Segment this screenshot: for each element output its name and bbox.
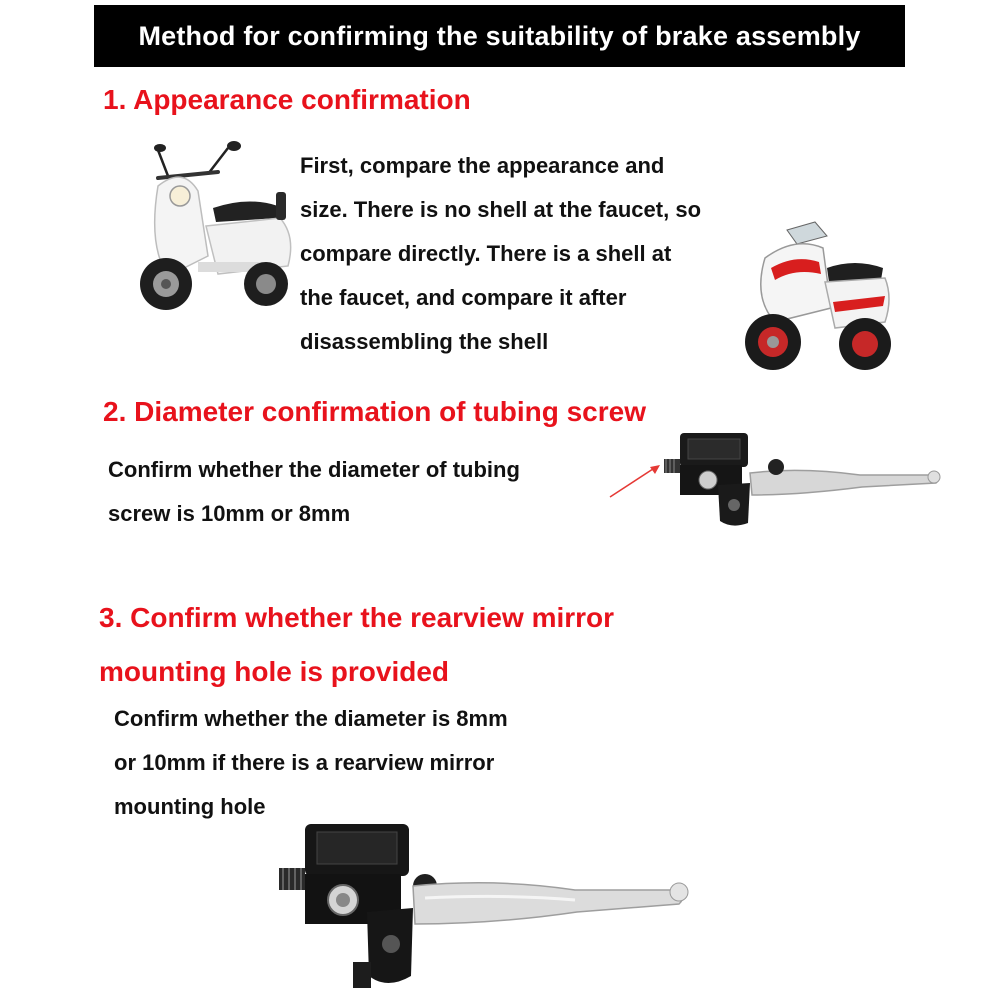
section2-description	[108, 448, 520, 536]
section1-heading: 1. Appearance confirmation	[103, 84, 471, 115]
section2-heading: 2. Diameter confirmation of tubing screw	[103, 396, 646, 427]
section3-description	[114, 697, 508, 829]
section3-heading-line2: mounting hole is provided	[99, 656, 449, 687]
section3-line: mounting hole	[114, 794, 266, 819]
white-scooter-image	[128, 136, 300, 316]
section1-line: compare directly. There is a shell at	[300, 241, 672, 266]
title-text: Method for confirming the suitability of brake assembly	[138, 20, 861, 51]
section1-description	[300, 144, 701, 364]
section3-line: Confirm whether the diameter is 8mm	[114, 706, 508, 731]
section1-line: First, compare the appearance and	[300, 153, 665, 178]
brake-lever-image-large	[275, 820, 695, 995]
red-white-scooter-image	[735, 218, 895, 378]
section2-line: screw is 10mm or 8mm	[108, 501, 351, 526]
section3-heading-line1: 3. Confirm whether the rearview mirror	[99, 602, 615, 633]
section1-line: disassembling the shell	[300, 329, 549, 354]
brake-lever-image-small	[600, 425, 950, 535]
section3-line: or 10mm if there is a rearview mirror	[114, 750, 495, 775]
title-banner	[94, 5, 905, 67]
section1-line: the faucet, and compare it after	[300, 285, 627, 310]
section2-line: Confirm whether the diameter of tubing	[108, 457, 520, 482]
section1-line: size. There is no shell at the faucet, so	[300, 197, 702, 222]
